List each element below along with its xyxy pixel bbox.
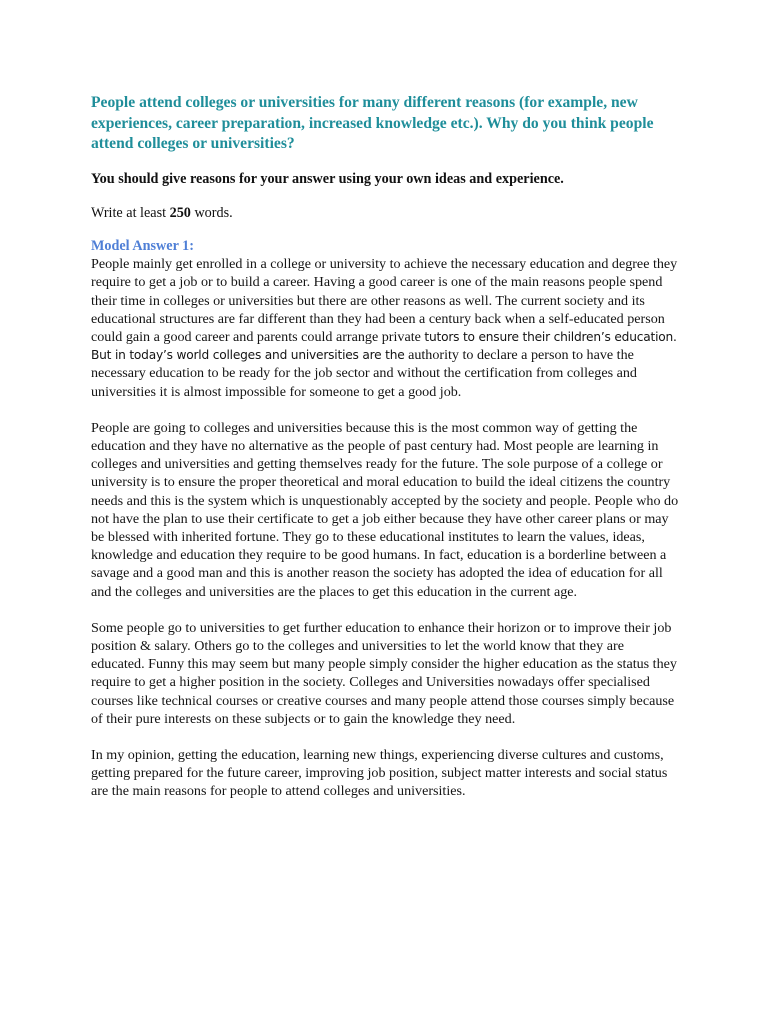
answer-paragraph-1-part-c: authority to declare a person to have the necessary education to be ready for the job sector and without the certification from colleges and universities it is almost impossible for someone to get a good job.: [91, 347, 637, 400]
model-answer-heading: Model Answer 1:: [91, 237, 194, 254]
answer-paragraph-3: Some people go to universities to get further education to enhance their horizon or to improve their job position & salary. Others go to the colleges and universities to let the world know that they are educated. Funny this may seem but many people simply consider the higher education as the status they require to get a higher position in the society. Colleges and Universities nowadays offer specialised courses like technical courses or creative courses and many people attend those courses simply because of their pure interests on these subjects or to gain the knowledge they need.: [91, 619, 677, 727]
essay-question: People attend colleges or universities for many different reasons (for example, new experiences, career preparation, increased knowledge etc.). Why do you think people attend colleges or universities?: [91, 94, 654, 152]
answer-paragraph-4: In my opinion, getting the education, learning new things, experiencing diverse cultures and customs, getting prepared for the future career, improving job position, subject matter interests and social status are the main reasons for people to attend colleges and universities.: [91, 746, 668, 800]
answer-paragraph-1: [91, 255, 681, 401]
word-requirement-prefix: Write at least: [91, 204, 170, 221]
answer-paragraph-1-part-a: People mainly get enrolled in a college or university to achieve the necessary education and degree they require to get a job or to build a career. Having a good career is one of the main reasons people spend their time in colleges or universities but there are other reasons as well. The current society and its educational structures are far different than they had been a century back when a self-educated person could gain a good career and parents could arrange private: [91, 256, 678, 345]
answer-paragraph-1-part-b: tutors to ensure their children’s education. But in today’s world colleges and universities are the: [91, 329, 677, 363]
document-page: [91, 93, 681, 801]
word-requirement-count: 250: [169, 204, 191, 221]
word-requirement-suffix: words.: [190, 204, 233, 221]
essay-instruction: You should give reasons for your answer using your own ideas and experience.: [91, 170, 564, 187]
word-requirement: [91, 204, 681, 222]
answer-paragraph-2: People are going to colleges and universities because this is the most common way of getting the education and they have no alternative as the people of past century had. Most people are learning in colleges and universities and getting themselves ready for the future. The sole purpose of a college or university is to ensure the proper theoretical and moral education to build the ideal citizens the country needs and this is the system which is unquestionably accepted by the society and people. People who do not have the plan to use their certificate to get a job either because they have other career plans or may be blessed with inherited fortune. They go to these educational institutes to learn the values, ideas, knowledge and education they require to be good humans. In fact, education is a borderline between a savage and a good man and this is another reason the society has adopted the idea of education for all and the colleges and universities are the places to get this education in the current age.: [91, 419, 679, 600]
